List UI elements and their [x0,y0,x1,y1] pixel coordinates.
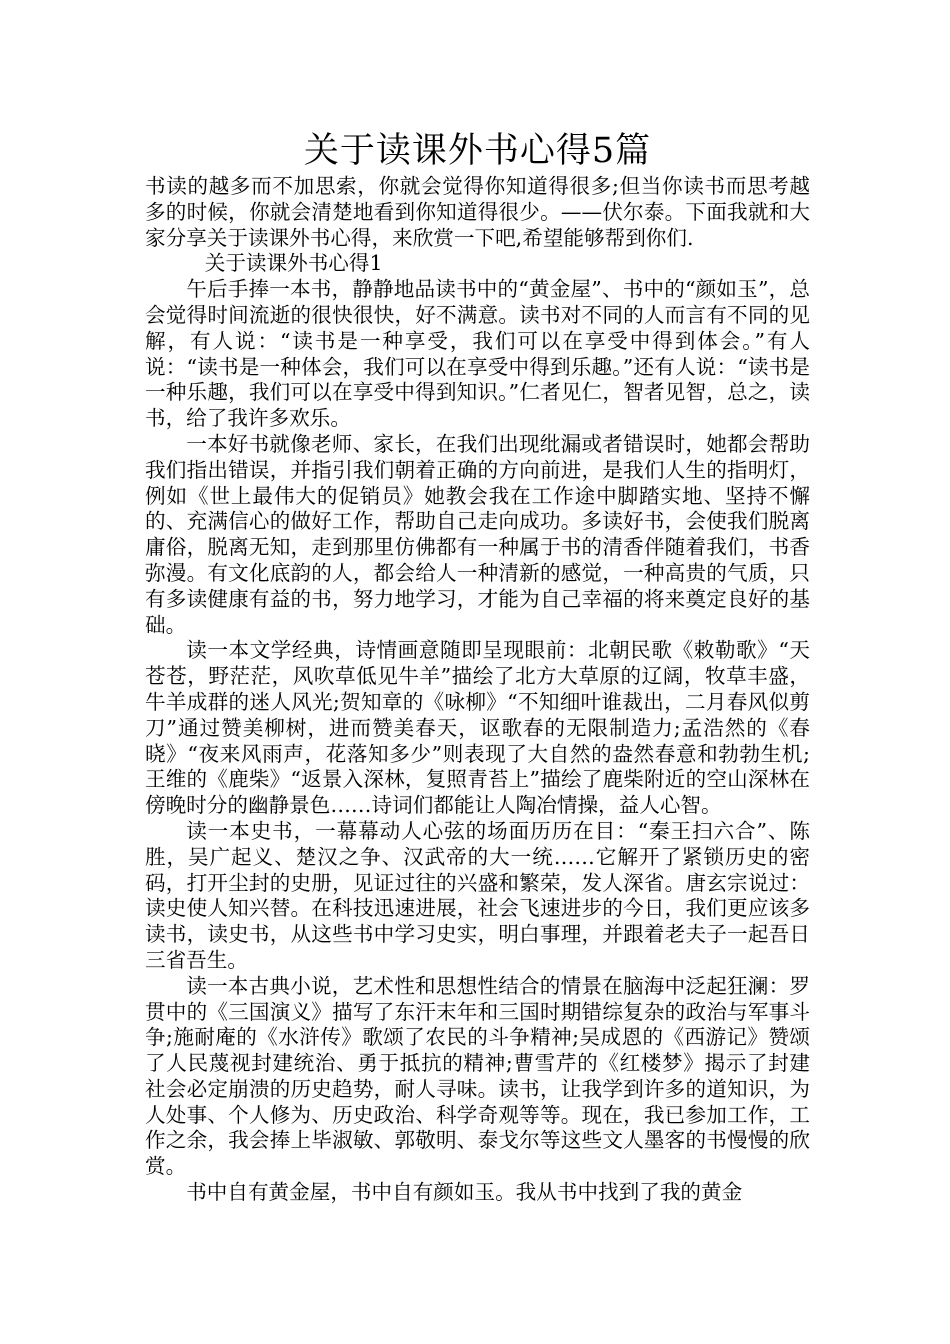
body-paragraph: 读一本史书，一幕幕动人心弦的场面历历在目：“秦王扫六合”、陈胜，吴广起义、楚汉之争、汉武帝的大一统……它解开了紧锁历史的密码，打开尘封的史册，见证过往的兴盛和繁荣，发人深省。唐玄宗说过：读史使人知兴替。在科技迅速进展，社会飞速进步的今日，我们更应该多读书，读史书，从这些书中学习史实，明白事理，并跟着老夫子一起吾日三省吾生。 [145,818,810,972]
body-paragraph: 午后手捧一本书，静静地品读书中的“黄金屋”、书中的“颜如玉”，总会觉得时间流逝的很快很快，好不满意。读书对不同的人而言有不同的见解，有人说：“读书是一种享受，我们可以在享受中得到体会。”有人说：“读书是一种体会，我们可以在享受中得到乐趣。”还有人说：“读书是一种乐趣，我们可以在享受中得到知识。”仁者见仁，智者见智，总之，读书，给了我许多欢乐。 [145,277,810,431]
body-paragraph: 读一本古典小说，艺术性和思想性结合的情景在脑海中泛起狂澜：罗贯中的《三国演义》描写了东汗末年和三国时期错综复杂的政治与军事斗争;施耐庵的《水浒传》歌颂了农民的斗争精神;吴成恩的《西游记》赞颂了人民蔑视封建统治、勇于抵抗的精神;曹雪芹的《红楼梦》揭示了封建社会必定崩溃的历史趋势，耐人寻味。读书，让我学到许多的道知识，为人处事、个人修为、历史政治、科学奇观等等。现在，我已参加工作，工作之余，我会捧上毕淑敏、郭敬明、泰戈尔等这些文人墨客的书慢慢的欣赏。 [145,973,810,1179]
body-paragraph: 书中自有黄金屋，书中自有颜如玉。我从书中找到了我的黄金 [186,1180,743,1205]
intro-paragraph: 书读的越多而不加思索，你就会觉得你知道得很多;但当你读书而思考越多的时候，你就会清楚地看到你知道得很少。——伏尔泰。下面我就和大家分享关于读课外书心得，来欣赏一下吧,希望能够帮到你们. [145,174,810,250]
section-heading: 关于读课外书心得1 [204,251,383,276]
document-title: 关于读课外书心得5篇 [303,131,652,171]
document-page [145,128,810,1206]
body-paragraph: 读一本文学经典，诗情画意随即呈现眼前：北朝民歌《敕勒歌》“天苍苍，野茫茫，风吹草低见牛羊”描绘了北方大草原的辽阔，牧草丰盛，牛羊成群的迷人风光;贺知章的《咏柳》“不知细叶谁裁出，二月春风似剪刀”通过赞美柳树，进而赞美春天，讴歌春的无限制造力;孟浩然的《春晓》“夜来风雨声，花落知多少”则表现了大自然的盎然春意和勃勃生机;王维的《鹿柴》“返景入深林，复照青苔上”描绘了鹿柴附近的空山深林在傍晚时分的幽静景色……诗词们都能让人陶冶情操，益人心智。 [145,638,810,818]
body-paragraph: 一本好书就像老师、家长，在我们出现纰漏或者错误时，她都会帮助我们指出错误，并指引我们朝着正确的方向前进，是我们人生的指明灯，例如《世上最伟大的促销员》她教会我在工作途中脚踏实地、坚持不懈的、充满信心的做好工作，帮助自己走向成功。多读好书，会使我们脱离庸俗，脱离无知，走到那里仿佛都有一种属于书的清香伴随着我们，书香弥漫。有文化底韵的人，都会给人一种清新的感觉，一种高贵的气质，只有多读健康有益的书，努力地学习，才能为自己幸福的将来奠定良好的基础。 [145,431,810,637]
